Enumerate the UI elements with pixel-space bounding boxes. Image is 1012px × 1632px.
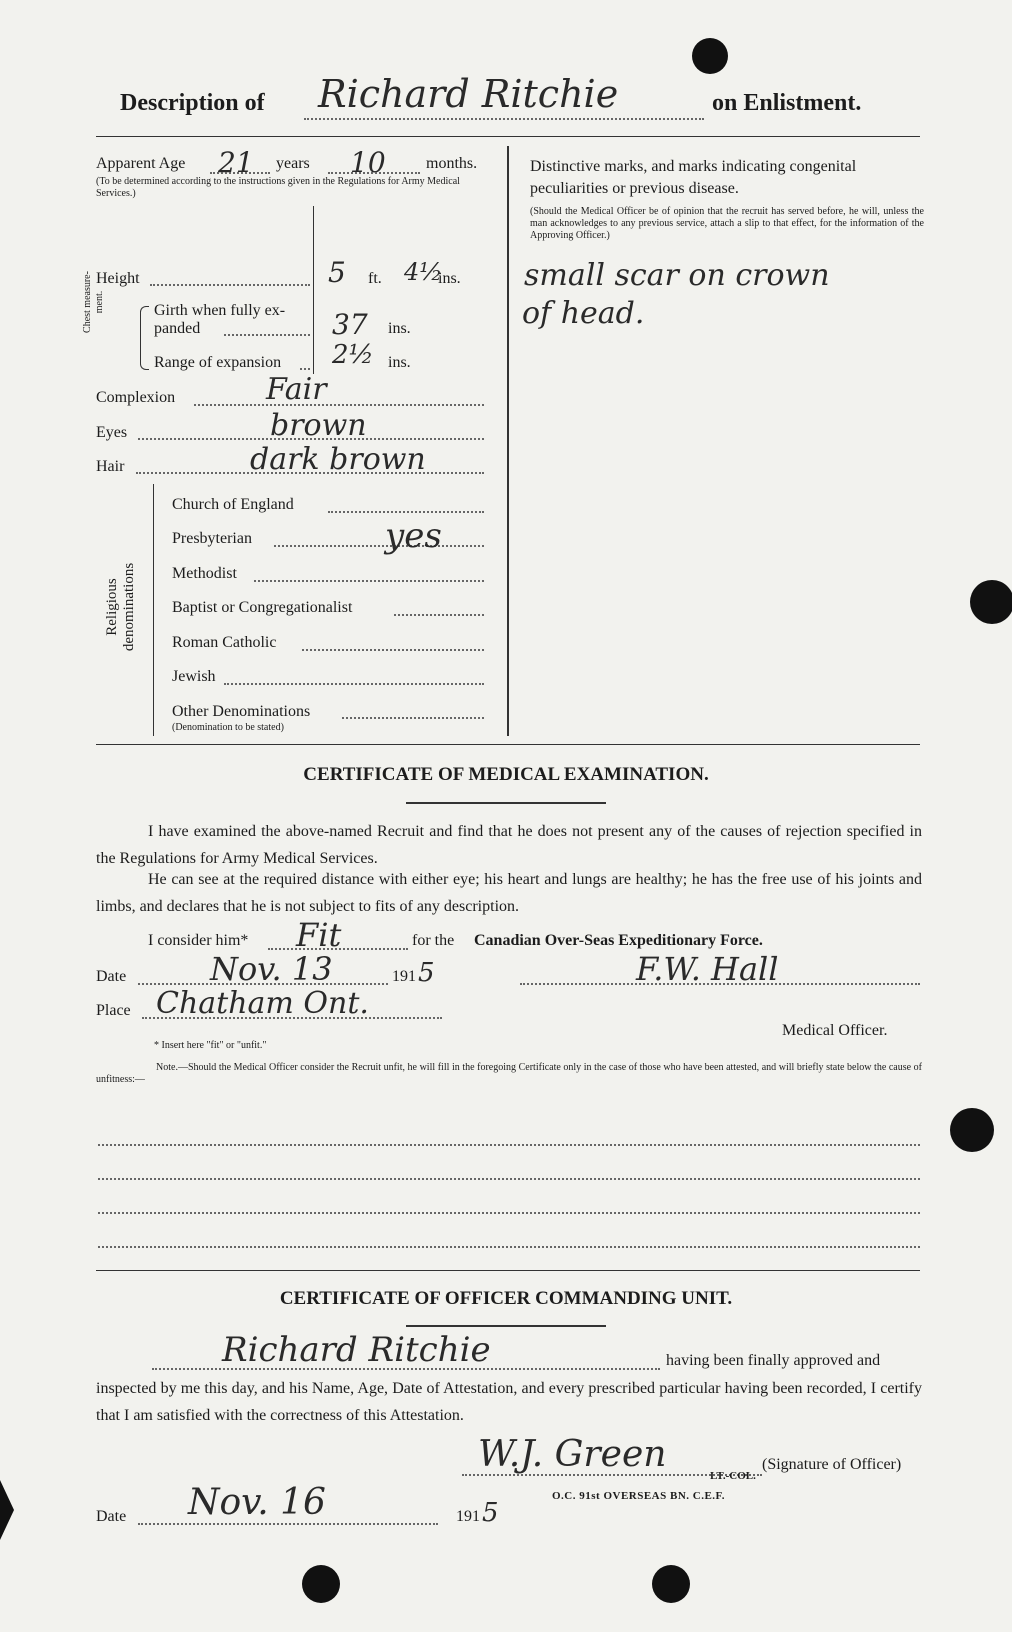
unfitness-line-1 bbox=[98, 1144, 920, 1146]
height-label: Height bbox=[96, 270, 140, 287]
punch-hole bbox=[692, 38, 728, 74]
consider-suffix: for the bbox=[412, 932, 455, 949]
complexion-value: Fair bbox=[266, 372, 327, 407]
medical-date-label: Date bbox=[96, 968, 127, 985]
chest-side-label: Chest measure-ment. bbox=[82, 271, 105, 333]
commanding-text-rest-text: inspected by me this day, and his Name, Age, Date of Attestation, and every prescribed particular having been recorded, I certify that I am satisfied with the correctness of this Attestation. bbox=[96, 1380, 922, 1424]
commanding-name-value: Richard Ritchie bbox=[222, 1330, 491, 1370]
hair-label: Hair bbox=[96, 458, 125, 475]
medical-officer-label: Medical Officer. bbox=[782, 1022, 888, 1039]
eyes-label: Eyes bbox=[96, 424, 128, 441]
punch-hole bbox=[652, 1565, 690, 1603]
religion-line-1 bbox=[274, 545, 484, 547]
chest-brace bbox=[140, 306, 149, 370]
chest-girth-value: 37 bbox=[332, 308, 368, 341]
chest-girth-label-1: Girth when fully ex- bbox=[154, 302, 286, 319]
lower-section-rule bbox=[96, 1270, 920, 1271]
header-rule bbox=[96, 136, 920, 137]
medical-title: CERTIFICATE OF MEDICAL EXAMINATION. bbox=[303, 764, 709, 785]
age-label: Apparent Age bbox=[96, 155, 186, 172]
age-years-line bbox=[210, 172, 270, 174]
chest-girth-unit: ins. bbox=[388, 320, 411, 337]
girth-line bbox=[224, 334, 310, 336]
age-months-label: months. bbox=[426, 155, 478, 172]
hair-value: dark brown bbox=[250, 442, 426, 477]
medical-year-digit: 5 bbox=[418, 958, 435, 988]
chest-range-label: Range of expansion bbox=[154, 354, 282, 371]
medical-note: Note.—Should the Medical Officer consider the Recruit unfit, he will fill in the foregoing Certificate only in the case of those who have been attested, and will briefly state below the cause of unfitness:— bbox=[96, 1062, 922, 1085]
medical-place-value: Chatham Ont. bbox=[156, 986, 369, 1021]
height-inches-value: 4½ bbox=[404, 258, 443, 286]
measure-divider bbox=[313, 206, 314, 374]
commanding-stamp: O.C. 91st OVERSEAS BN. C.E.F. bbox=[552, 1490, 726, 1502]
height-line bbox=[150, 284, 310, 286]
commanding-text-end: having been finally approved and bbox=[666, 1352, 881, 1369]
chest-range-value: 2½ bbox=[332, 340, 374, 370]
age-months-line bbox=[328, 172, 420, 174]
unfitness-line-4 bbox=[98, 1246, 920, 1248]
commanding-date-label: Date bbox=[96, 1508, 127, 1525]
religion-item-0: Church of England bbox=[172, 496, 294, 513]
religion-line-3 bbox=[394, 614, 484, 616]
religion-line-6 bbox=[342, 717, 484, 719]
edge-mark bbox=[0, 1480, 14, 1540]
height-feet-value: 5 bbox=[328, 256, 346, 289]
age-years-value: 21 bbox=[218, 146, 254, 179]
chest-girth-label-2: panded bbox=[154, 320, 201, 337]
chest-range-unit: ins. bbox=[388, 354, 411, 371]
commanding-text-rest bbox=[96, 1375, 922, 1429]
name-line bbox=[304, 118, 704, 120]
religion-item-2: Methodist bbox=[172, 565, 237, 582]
religion-line-4 bbox=[302, 649, 484, 651]
column-divider bbox=[507, 146, 509, 736]
commanding-rank: LT.-COL. bbox=[710, 1470, 756, 1482]
medical-place-label: Place bbox=[96, 1002, 131, 1019]
religion-line-2 bbox=[254, 580, 484, 582]
upper-section-rule bbox=[96, 744, 920, 745]
punch-hole bbox=[950, 1108, 994, 1152]
religion-divider bbox=[153, 484, 154, 736]
religion-item-5: Jewish bbox=[172, 668, 216, 685]
medical-title-rule bbox=[406, 802, 606, 804]
medical-year-prefix: 191 bbox=[392, 968, 416, 985]
medical-para-1-text: I have examined the above-named Recruit and find that he does not present any of the causes of rejection specified in the Regulations for Army Medical Services. bbox=[96, 823, 922, 867]
punch-hole bbox=[970, 580, 1012, 624]
height-inches-label: ins. bbox=[438, 270, 461, 287]
recruit-name: Richard Ritchie bbox=[318, 72, 619, 116]
age-months-value: 10 bbox=[350, 146, 386, 179]
eyes-value: brown bbox=[270, 408, 367, 443]
age-years-label: years bbox=[276, 155, 310, 172]
range-line bbox=[300, 368, 310, 370]
commanding-year-digit: 5 bbox=[482, 1498, 499, 1528]
force-name: Canadian Over-Seas Expeditionary Force. bbox=[474, 932, 763, 949]
medical-footnote: * Insert here "fit" or "unfit." bbox=[154, 1040, 267, 1051]
header-suffix: on Enlistment. bbox=[712, 90, 862, 116]
marks-value-line-1: small scar on crown bbox=[524, 258, 830, 293]
religion-item-6: Other Denominations bbox=[172, 703, 311, 720]
marks-note: (Should the Medical Officer be of opinion that the recruit has served before, he will, unless the man acknowledges to any previous service, attach a slip to that effect, for the information of the Approving Officer.) bbox=[530, 206, 924, 241]
header-prefix: Description of bbox=[120, 90, 265, 116]
complexion-line bbox=[194, 404, 484, 406]
religion-other-note: (Denomination to be stated) bbox=[172, 722, 284, 733]
height-feet-label: ft. bbox=[368, 270, 382, 287]
medical-para-1 bbox=[96, 818, 922, 872]
fit-value: Fit bbox=[296, 916, 342, 954]
medical-date-value: Nov. 13 bbox=[210, 950, 333, 988]
marks-heading: Distinctive marks, and marks indicating congenital peculiarities or previous disease. bbox=[530, 158, 857, 197]
consider-prefix: I consider him* bbox=[148, 932, 249, 949]
religion-line-5 bbox=[224, 683, 484, 685]
commanding-year-prefix: 191 bbox=[456, 1508, 480, 1525]
religion-value-1: yes bbox=[385, 516, 442, 556]
religion-item-4: Roman Catholic bbox=[172, 634, 277, 651]
medical-signature: F.W. Hall bbox=[636, 950, 779, 988]
complexion-label: Complexion bbox=[96, 389, 176, 406]
medical-para-2-text: He can see at the required distance with either eye; his heart and lungs are healthy; he has the free use of his joints and limbs, and declares that he is not subject to fits of any description. bbox=[96, 871, 922, 915]
religion-item-1: Presbyterian bbox=[172, 530, 252, 547]
marks-value-line-2: of head. bbox=[522, 296, 645, 331]
commanding-title-rule bbox=[406, 1325, 606, 1327]
commanding-signature: W.J. Green bbox=[478, 1434, 667, 1475]
commanding-date-value: Nov. 16 bbox=[188, 1482, 326, 1523]
medical-para-2 bbox=[96, 866, 922, 920]
unfitness-line-2 bbox=[98, 1178, 920, 1180]
religion-side-label: Religious denominations bbox=[104, 562, 137, 652]
age-note: (To be determined according to the instructions given in the Regulations for Army Medical Services.) bbox=[96, 176, 460, 199]
commanding-date-line bbox=[138, 1523, 438, 1525]
punch-hole bbox=[302, 1565, 340, 1603]
unfitness-line-3 bbox=[98, 1212, 920, 1214]
religion-line-0 bbox=[328, 511, 484, 513]
religion-item-3: Baptist or Congregationalist bbox=[172, 599, 353, 616]
commanding-title: CERTIFICATE OF OFFICER COMMANDING UNIT. bbox=[279, 1288, 733, 1309]
commanding-sig-label: (Signature of Officer) bbox=[762, 1456, 902, 1473]
